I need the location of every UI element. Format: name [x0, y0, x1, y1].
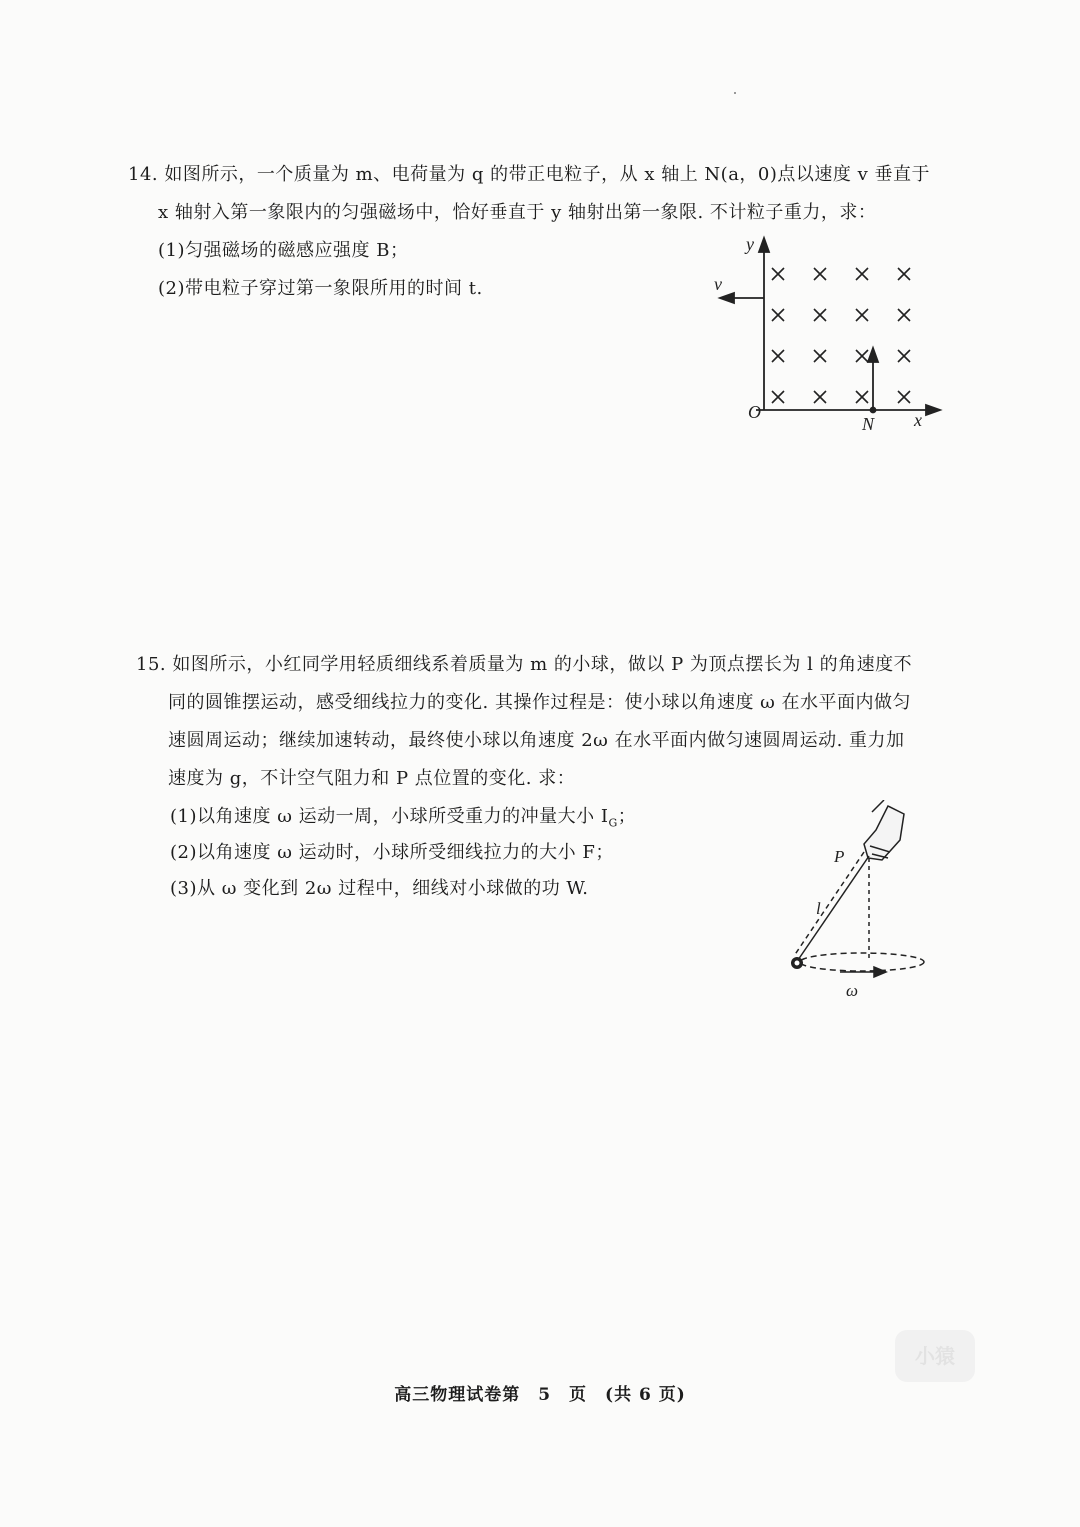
velocity-label: v [714, 274, 722, 294]
y-axis-label: y [746, 234, 754, 254]
x-axis-label: x [914, 410, 922, 430]
q14-line-2: x 轴射入第一象限内的匀强磁场中，恰好垂直于 y 轴射出第一象限. 不计粒子重力，求： [158, 202, 877, 223]
q15-subq-3: (3)从 ω 变化到 2ω 过程中，细线对小球做的功 W. [170, 878, 589, 899]
point-n-label: N [862, 414, 875, 434]
omega-label: ω [846, 981, 859, 1000]
q15-line-1: 15. 如图所示，小红同学用轻质细线系着质量为 m 的小球，做以 P 为顶点摆长为 l 的角速度不 [136, 654, 913, 675]
origin-label: O [748, 402, 761, 422]
q15-subq-1: (1)以角速度 ω 运动一周，小球所受重力的冲量大小 $I_G$； [170, 806, 637, 830]
watermark-logo: 小猿 [895, 1330, 975, 1382]
page-footer: 高三物理试卷第 5 页 (共 6 页) [394, 1385, 686, 1405]
q14-subq-1: (1)匀强磁场的磁感应强度 B； [158, 240, 409, 261]
q14-line-1: 14. 如图所示，一个质量为 m、电荷量为 q 的带正电粒子，从 x 轴上 N(a，0)点以速度 v 垂直于 [128, 164, 931, 185]
q15-line-4: 速度为 g，不计空气阻力和 P 点位置的变化. 求： [168, 768, 576, 789]
pivot-label: P [834, 847, 845, 866]
scan-speck [734, 92, 736, 94]
q14-subq-2: (2)带电粒子穿过第一象限所用的时间 t. [158, 278, 483, 299]
q15-line-3: 速圆周运动；继续加速转动，最终使小球以角速度 2ω 在水平面内做匀速圆周运动. 重力加 [168, 730, 905, 751]
magnetic-field-figure [700, 228, 950, 438]
q15-line-2: 同的圆锥摆运动，感受细线拉力的变化. 其操作过程是：使小球以角速度 ω 在水平面内做匀 [168, 692, 912, 713]
q15-subq-2: (2)以角速度 ω 运动时，小球所受细线拉力的大小 F； [170, 842, 614, 863]
field-cross-marks [772, 268, 910, 403]
length-label: l [816, 899, 821, 918]
conical-pendulum-figure [780, 800, 940, 1005]
